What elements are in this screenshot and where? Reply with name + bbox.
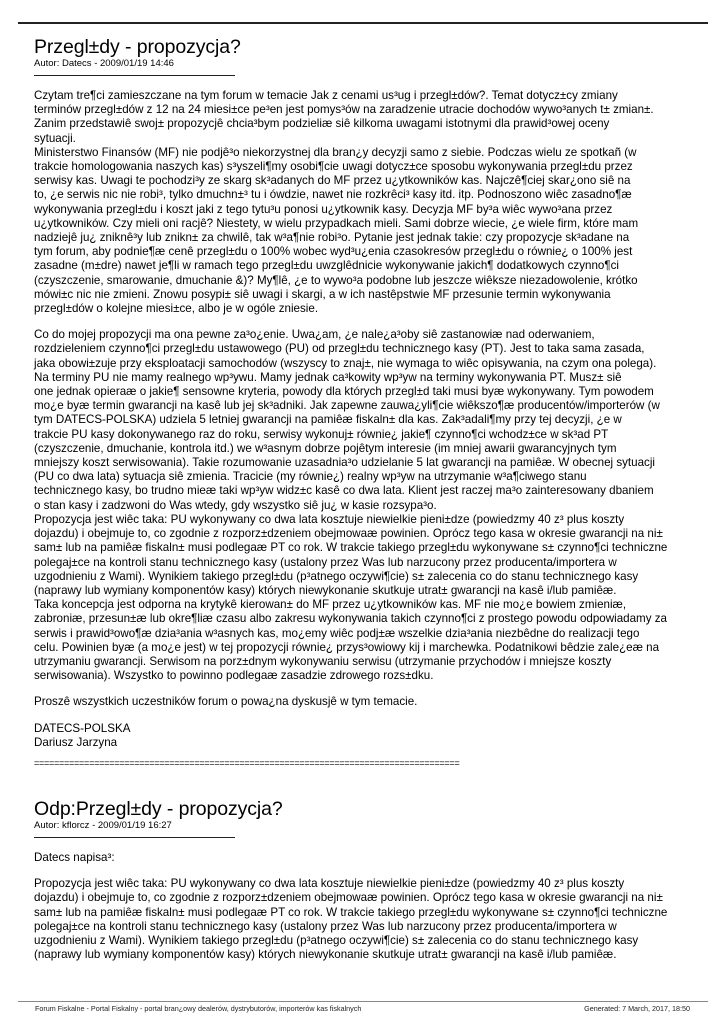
post-title: Przegl±dy - propozycja? [34, 36, 241, 58]
footer-rule [18, 1001, 708, 1002]
post-body [34, 89, 696, 750]
text-line: Czytam tre¶ci zamieszczane na tym forum w temacie Jak z cenami us³ug i przegl±dów?. Temat dotycz±cy zmiany [34, 89, 618, 102]
text-line: o stan kasy i zadzwoni do Was wtedy, gdy wszystko siê ju¿ w kasie rozsypa³o. [34, 498, 437, 512]
text-line: zasadne (m±dre) nawet je¶li w ramach tego przegl±du uwzglêdnicie wykonywanie jakich¶ dodatkowych czynno¶ci [34, 259, 619, 273]
post-meta: Autor: Datecs - 2009/01/19 14:46 [34, 58, 174, 69]
text-line: Datecs napisa³: [34, 851, 115, 864]
text-line: Zanim przedstawiê swoj± propozycjê chcia³bym podzieliæ siê kilkoma uwagami istotnymi dla prawid³owej oceny [34, 117, 610, 131]
text-line: polegaj±ce na kontroli stanu technicznego kasy (ustalony przez Was lub narzucony przez producenta/importera w [34, 555, 617, 569]
text-line: (czyszczenie, smarowanie, dmuchanie &)? My¶lê, ¿e to wywo³a podobne lub jeszcze wiêksze niezadowolenie, krótko [34, 273, 638, 287]
text-line: uzgodnieniu z Wami). Wynikiem takiego przegl±du (p³atnego oczywi¶cie) s± zalecenia co do stanu technicznego kasy [34, 569, 639, 583]
text-line: Na terminy PU nie mamy realnego wp³ywu. Mamy jednak ca³kowity wp³yw na terminy wykonywania PT. Musz± siê [34, 370, 622, 384]
text-line: u¿ytkowników. Czy mieli oni racjê? Niestety, w wielu przypadkach mieli. Sami dobrze wiecie, ¿e wiele firm, które mam [34, 216, 639, 230]
text-line: dojazdu) i obejmuje to, co zgodnie z rozporz±dzeniem obejmowaæ powinien. Oprócz tego kasa w okresie gwarancji na ni± [34, 527, 663, 541]
text-line: serwis i prawid³owo¶æ dzia³ania w³asnych kas, mo¿emy wiêc podj±æ wszelkie dzia³ania niezbêdne do realizacji tego [34, 626, 640, 640]
text-line: Dariusz Jarzyna [34, 735, 118, 749]
text-line: DATECS-POLSKA [34, 721, 131, 735]
post-meta: Autor: kflorcz - 2009/01/19 16:27 [34, 820, 172, 831]
text-line: (czyszczenie, dmuchanie, kontrola itd.) we w³asnym dobrze pojêtym interesie (im mniej awarii gwarancyjnych tym [34, 441, 617, 455]
text-line: jaka obowi±zuje przy eksploatacji samochodów (wszyscy to znaj±, nie wymaga to wiêc opisywania, na czym ona polega). [34, 356, 657, 370]
text-line: zabroniæ, przesun±æ lub okre¶liæ czasu albo zakresu wykonywania takich czynno¶ci z prostego powodu odpowiadamy za [34, 612, 667, 626]
text-line: Proszê wszystkich uczestników forum o powa¿na dyskusjê w tym temacie. [34, 695, 418, 709]
text-line: dojazdu) i obejmuje to, co zgodnie z rozporz±dzeniem obejmowaæ powinien. Oprócz tego kasa w okresie gwarancji na ni± [34, 891, 663, 905]
text-line: przegl±dów o kolejne miesi±ce, albo je w ogóle zniesie. [34, 302, 319, 316]
text-line: trakcie PU kasy dokonywanego raz do roku, serwisy wykonuj± równie¿ jakie¶ czynno¶ci wchodz±ce w sk³ad PT [34, 427, 609, 441]
text-line: serwisowania). Wszystko to powinno podlegaæ zasadzie zdrowego rozs±dku. [34, 669, 434, 683]
text-line: terminów przegl±dów z 12 na 24 miesi±ce pe³en jest pomys³ów na zaradzenie utracie dochodów wywo³anych t± zmian±. [34, 103, 654, 117]
text-line: Co do mojej propozycji ma ona pewne za³o¿enie. Uwa¿am, ¿e nale¿a³oby siê zastanowiæ nad oderwaniem, [34, 328, 595, 342]
text-line: to, ¿e serwis nic nie robi³, tylko dmuchn±³ tu i ówdzie, nawet nie rozkrêci³ kasy itd. itp. Podnoszono wiêc zasadno¶æ [34, 188, 632, 202]
text-line: tym DATECS-POLSKA) udziela 5 letniej gwarancji na pamiêæ fiskaln± dla kas. Zak³adali¶my przy tej decyzji, ¿e w [34, 413, 622, 427]
paragraph-gap [34, 683, 696, 695]
paragraph-gap [34, 710, 696, 722]
post-1 [34, 36, 696, 768]
text-line: (naprawy lub wymiany komponentów kasy) których niewykonanie skutkuje utrat± gwarancji na kasê i/lub pamiêæ. [34, 948, 617, 962]
text-line: sytuacji. [34, 131, 76, 145]
text-line: (naprawy lub wymiany komponentów kasy) których niewykonanie skutkuje utrat± gwarancji na kasê i/lub pamiêæ. [34, 583, 617, 597]
text-line: one jednak opieraæ o jakie¶ sensowne kryteria, powody dla których przegl±d taki musi byæ wykonywany. Tym powodem [34, 385, 654, 399]
text-line: sam± lub na pamiêæ fiskaln± musi podlegaæ PT co rok. W trakcie takiego przegl±du wykonywane s± czynno¶ci techniczne [34, 541, 668, 555]
text-line: celu. Powinien byæ (a mo¿e jest) w tej propozycji równie¿ przys³owiowy kij i marchewka. Podatnikowi bêdzie zale¿eæ na [34, 640, 660, 654]
text-line: mówi±c nic nie zmieni. Znowu posypi± siê uwagi i skargi, a w ich nastêpstwie MF przesunie termin wykonywania [34, 287, 611, 301]
text-line: trakcie homologowania naszych kas) s³yszeli¶my osobi¶cie uwagi dotycz±ce sposobu wykonywania przegl±du przez [34, 160, 633, 174]
text-line: serwisy kas. Uwagi te pochodzi³y ze skarg sk³adanych do MF przez u¿ytkowników kas. Najczê¶ciej skar¿ono siê na [34, 174, 631, 188]
top-rule [18, 22, 708, 24]
text-line: nadziejê ju¿ zniknê³y lub znikn± za chwilê, tak w³a¶nie robi³o. Pytanie jest jednak takie: czy propozycje sk³adane na [34, 231, 630, 245]
text-line: tym forum, aby podnie¶æ cenê przegl±du o 100% wobec wyd³u¿enia czasokresów przegl±du o równie¿ o 100% jest [34, 245, 633, 259]
post-2 [34, 798, 696, 962]
post-separator: ===================================================================================== [34, 757, 460, 768]
paragraph-gap [34, 316, 696, 328]
text-line: (PU co dwa lata) sytuacja siê zmienia. Tracicie (my równie¿) realny wp³yw na utrzymanie w³a¶ciwego stanu [34, 470, 587, 484]
paragraph-gap [34, 865, 696, 877]
text-line: Taka koncepcja jest odporna na krytykê kierowan± do MF przez u¿ytkowników kas. MF nie mo¿e bowiem zmieniæ, [34, 598, 627, 612]
text-line: polegaj±ce na kontroli stanu technicznego kasy (ustalony przez Was lub narzucony przez producenta/importera w [34, 919, 617, 933]
post-body [34, 851, 696, 962]
text-line: Propozycja jest wiêc taka: PU wykonywany co dwa lata kosztuje niewielkie pieni±dze (powiedzmy 40 z³ plus koszty [34, 877, 625, 891]
text-line: mniejszy koszt serwisowania). Takie rozumowanie uzasadnia³o udzielanie 5 lat gwarancji na pamiêæ. W obecnej sytuacji [34, 456, 655, 470]
text-line: mo¿e byæ termin gwarancji na kasê lub jej sk³adniki. Jak zapewne zauwa¿yli¶cie wiêkszo¶æ producentów/importerów (w [34, 399, 660, 413]
post-title: Odp:Przegl±dy - propozycja? [34, 798, 283, 820]
text-line: technicznego kasy, bo trudno mieæ taki wp³yw widz±c kasê co dwa lata. Klient jest raczej ma³o zainteresowany dbaniem [34, 484, 654, 498]
footer-generated-text: Generated: 7 March, 2017, 18:50 [584, 1004, 690, 1013]
text-line: uzgodnieniu z Wami). Wynikiem takiego przegl±du (p³atnego oczywi¶cie) s± zalecenia co do stanu technicznego kasy [34, 934, 639, 948]
footer-site-text: Forum Fiskalne - Portal Fiskalny - portal bran¿owy dealerów, dystrybutorów, importerów kas fiskalnych [35, 1004, 362, 1013]
text-line: Propozycja jest wiêc taka: PU wykonywany co dwa lata kosztuje niewielkie pieni±dze (powiedzmy 40 z³ plus koszty [34, 512, 625, 526]
text-line: Ministerstwo Finansów (MF) nie podjê³o niekorzystnej dla bran¿y decyzji samo z siebie. Podczas wielu ze spotkañ (w [34, 145, 637, 159]
text-line: rozdzieleniem czynno¶ci przegl±du ustawowego (PU) od przegl±du technicznego kasy (PT). Jest to taka sama zasada, [34, 342, 645, 356]
text-line: wykonywania przegl±du i koszt jaki z tego tytu³u ponosi u¿ytkownik kasy. Decyzja MF by³a wiêc wywo³ana przez [34, 202, 613, 216]
text-line: utrzymaniu gwarancji. Serwisom na porz±dnym wykonywaniu serwisu (utrzymanie przychodów i mniejsze koszty [34, 654, 612, 668]
text-line: sam± lub na pamiêæ fiskaln± musi podlegaæ PT co rok. W trakcie takiego przegl±du wykonywane s± czynno¶ci techniczne [34, 905, 668, 919]
